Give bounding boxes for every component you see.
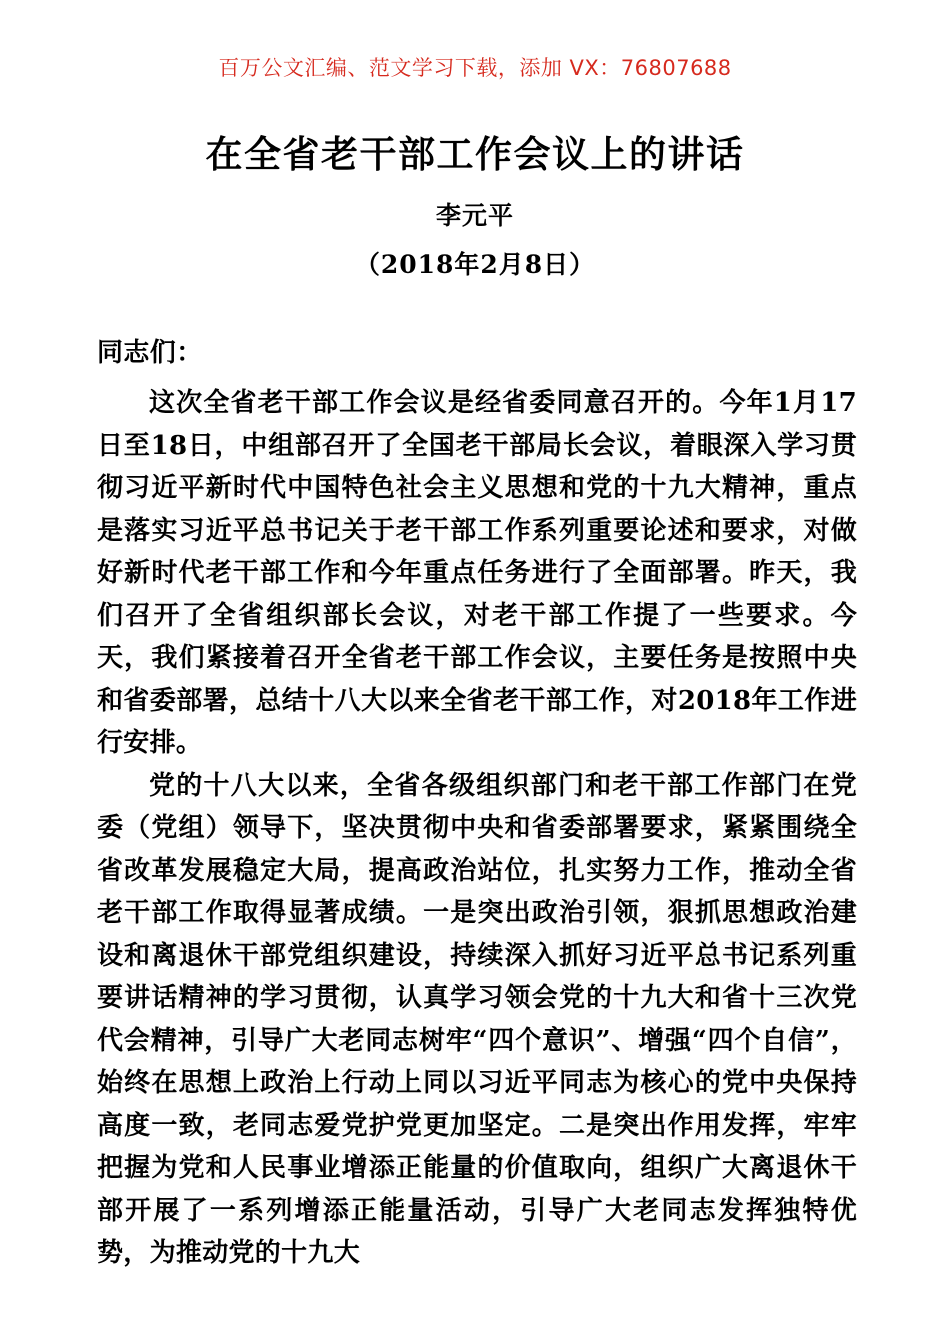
document-date: （2018年2月8日） <box>354 250 596 279</box>
page-title: 在全省老干部工作会议上的讲话 <box>205 131 745 176</box>
document-body <box>97 332 857 1275</box>
body-paragraph: 党的十八大以来，全省各级组织部门和老干部工作部门在党委（党组）领导下，坚决贯彻中央和省委部署要求，紧紧围绕全省改革发展稳定大局，提高政治站位，扎实努力工作，推动全省老干部工作取得显著成绩。一是突出政治引领，狠抓思想政治建设和离退休干部党组织建设，持续深入抓好习近平总书记系列重要讲话精神的学习贯彻，认真学习领会党的十九大和省十三次党代会精神，引导广大老同志树牢“四个意识”、增强“四个自信”，始终在思想上政治上行动上同以习近平同志为核心的党中央保持高度一致，老同志爱党护党更加坚定。二是突出作用发挥，牢牢把握为党和人民事业增添正能量的价值取向，组织广大离退休干部开展了一系列增添正能量活动，引导广大老同志发挥独特优势，为推动党的十九大 <box>97 770 857 1268</box>
body-paragraph: 这次全省老干部工作会议是经省委同意召开的。今年1月17日至18日，中组部召开了全国老干部局长会议，着眼深入学习贯彻习近平新时代中国特色社会主义思想和党的十九大精神，重点是落实习近平总书记关于老干部工作系列重要论述和要求，对做好新时代老干部工作和今年重点任务进行了全面部署。昨天，我们召开了全省组织部长会议，对老干部工作提了一些要求。今天，我们紧接着召开全省老干部工作会议，主要任务是按照中央和省委部署，总结十八大以来全省老干部工作，对2018年工作进行安排。 <box>97 388 857 758</box>
promo-header-text: 百万公文汇编、范文学习下载，添加 VX：76807688 <box>218 56 732 80</box>
salutation: 同志们： <box>97 338 203 368</box>
author-name: 李元平 <box>435 201 514 230</box>
